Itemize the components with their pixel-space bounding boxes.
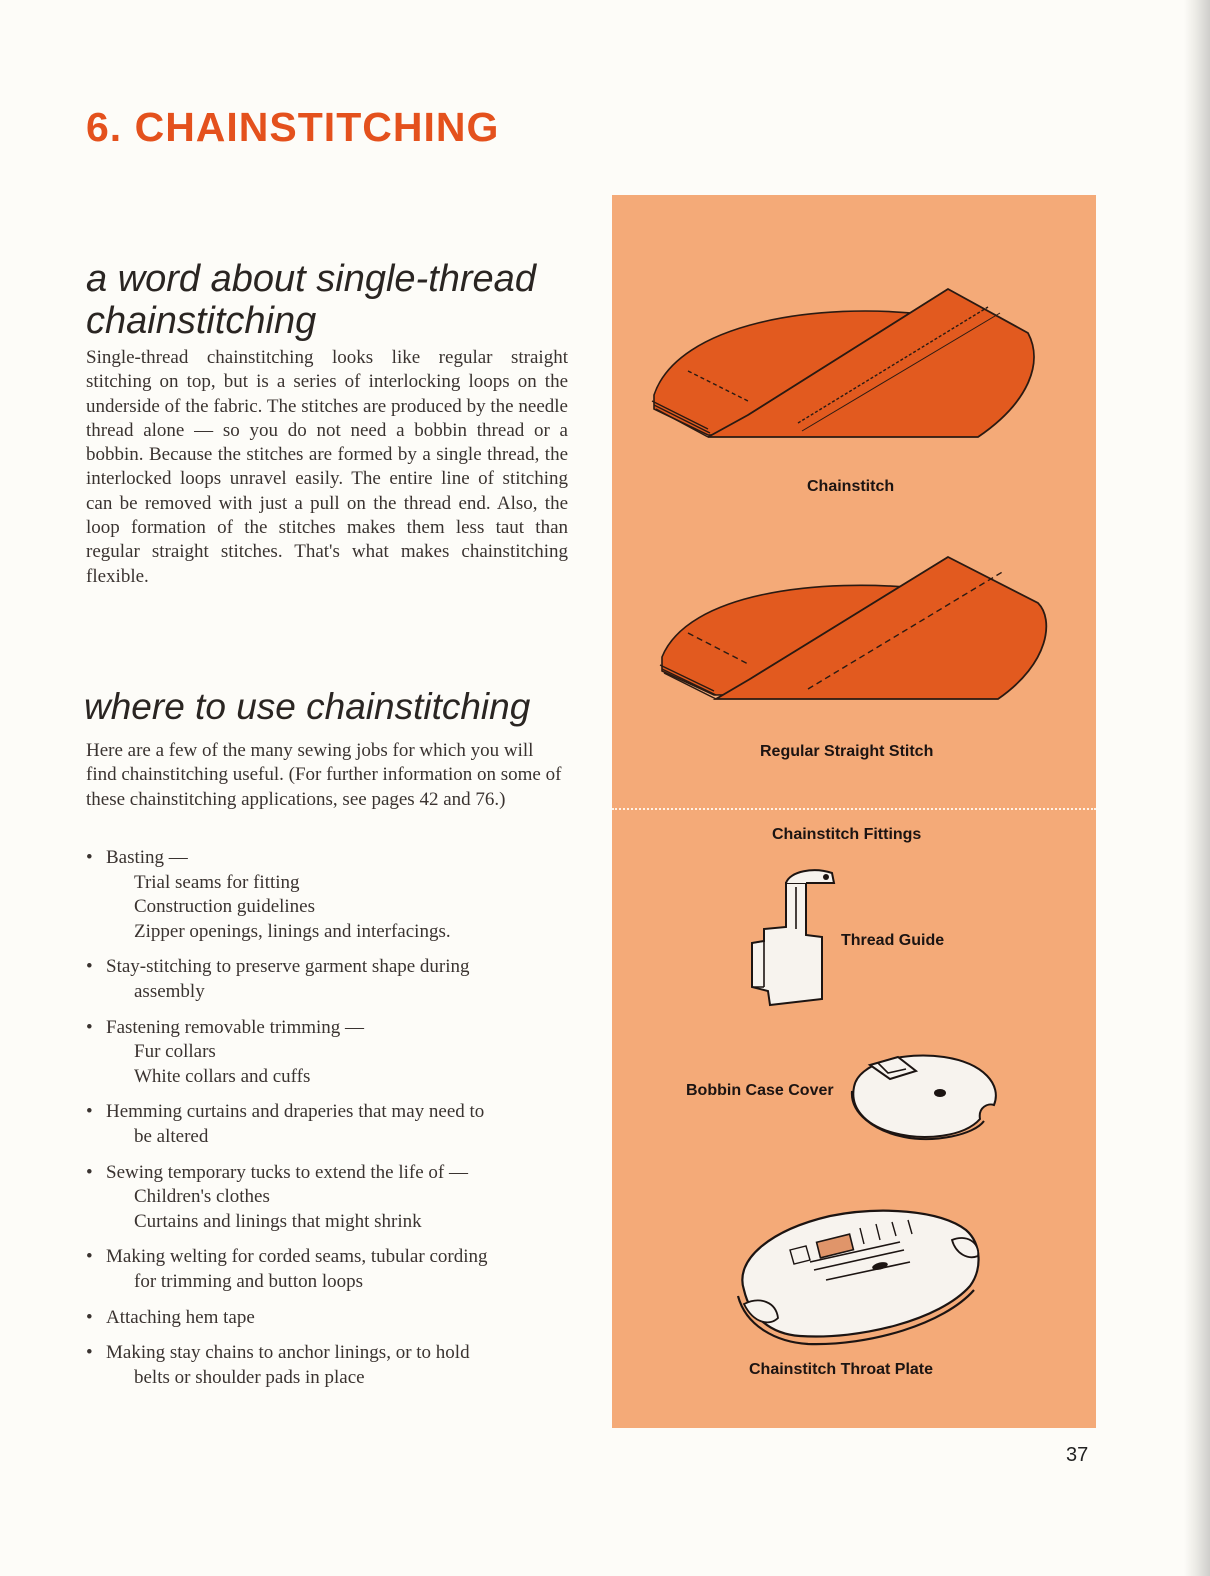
chainstitch-illustration <box>648 283 1048 453</box>
section-heading-word: a word about single-thread chainstitching <box>86 258 536 342</box>
bullet: • <box>86 1101 93 1123</box>
bullet: • <box>86 1016 93 1038</box>
list-item <box>86 1016 576 1090</box>
caption-throat-plate: Chainstitch Throat Plate <box>749 1361 934 1378</box>
section-heading-where: where to use chainstitching <box>84 686 531 727</box>
caption-regular-straight-stitch: Regular Straight Stitch <box>760 743 934 760</box>
bullet: • <box>86 1342 93 1364</box>
bobbin-case-cover-illustration <box>844 1047 1004 1147</box>
list-item-text: Fastening removable trimming — <box>106 1016 365 1038</box>
list-subitem: Fur collars <box>134 1041 216 1063</box>
list-item-continuation: belts or shoulder pads in place <box>134 1366 365 1388</box>
list-item <box>86 846 576 944</box>
list-item <box>86 955 576 1004</box>
caption-bobbin-case-cover: Bobbin Case Cover <box>686 1082 834 1099</box>
list-item-text: Stay-stitching to preserve garment shape during <box>106 956 470 978</box>
list-subitem: Construction guidelines <box>134 896 316 918</box>
bullet: • <box>86 847 93 868</box>
panel-divider <box>612 808 1096 810</box>
list-subitem: White collars and cuffs <box>134 1065 311 1087</box>
thread-guide-illustration <box>742 863 842 1013</box>
illustration-panel <box>612 195 1096 1428</box>
list-subitem: Curtains and linings that might shrink <box>134 1210 422 1232</box>
list-item <box>86 1161 576 1235</box>
uses-list <box>86 846 576 1390</box>
list-item-continuation: for trimming and button loops <box>134 1270 364 1292</box>
caption-thread-guide: Thread Guide <box>841 932 945 949</box>
list-item-text: Hemming curtains and draperies that may need to <box>106 1101 485 1123</box>
regular-straight-stitch-illustration <box>658 553 1058 713</box>
chapter-title: 6. CHAINSTITCHING <box>86 104 500 150</box>
list-item <box>86 1306 576 1331</box>
section-body-word: Single-thread chainstitching looks like regular straight stitching on top, but is a series of interlocking loops on the underside of the fabric. The stitches are produced by the needle thread alone — so you do not need a bobbin thread or a bobbin. Because the stitches are formed by a single thread, the interlocked loops unravel easily. The entire line of stitching can be removed with just a pull on the thread end. Also, the loop formation of the stitches makes them less taut than regular straight stitches. That's what makes chainstitching flexible. <box>86 347 568 587</box>
page-number: 37 <box>1066 1444 1089 1466</box>
bullet: • <box>86 1306 93 1328</box>
section-intro-where: Here are a few of the many sewing jobs for which you will find chainstitching useful. (For further information on some of these chainstitching applications, see pages 42 and 76.) <box>86 740 562 810</box>
list-item <box>86 1245 576 1294</box>
list-item-text: Making stay chains to anchor linings, or to hold <box>106 1342 470 1364</box>
list-item-continuation: assembly <box>134 980 205 1002</box>
bullet: • <box>86 1161 93 1183</box>
list-item <box>86 1341 576 1390</box>
list-item-continuation: be altered <box>134 1125 209 1147</box>
bullet: • <box>86 956 93 978</box>
bullet: • <box>86 1246 93 1268</box>
list-subitem: Zipper openings, linings and interfacings. <box>134 920 451 942</box>
throat-plate-illustration <box>730 1200 986 1350</box>
caption-fittings-heading: Chainstitch Fittings <box>772 826 922 843</box>
page-edge-shadow <box>1184 0 1210 1576</box>
list-subitem: Trial seams for fitting <box>134 871 300 893</box>
list-item-text: Making welting for corded seams, tubular cording <box>106 1246 488 1268</box>
caption-chainstitch: Chainstitch <box>807 478 895 495</box>
list-subitem: Children's clothes <box>134 1186 270 1208</box>
list-item <box>86 1100 576 1149</box>
list-item-text: Sewing temporary tucks to extend the life of — <box>106 1161 468 1183</box>
list-item-text: Attaching hem tape <box>106 1306 255 1328</box>
list-item-text: Basting — <box>106 847 188 868</box>
